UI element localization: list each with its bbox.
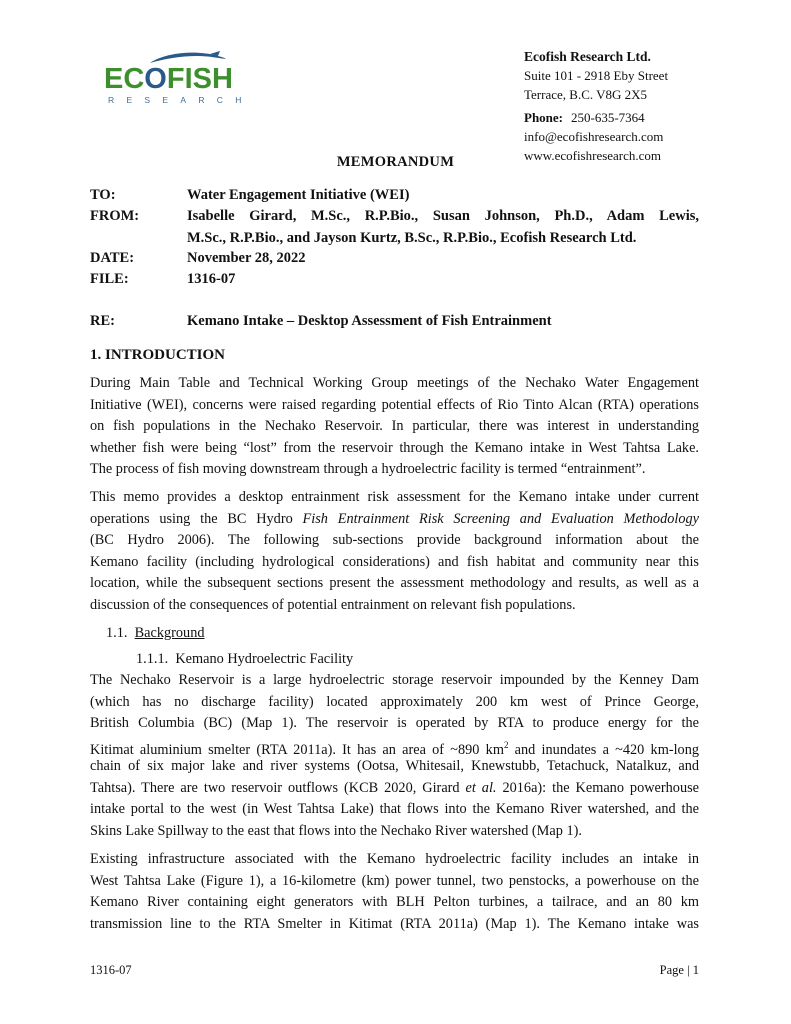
from-line-2: M.Sc., R.P.Bio., and Jayson Kurtz, B.Sc., R.P.Bio., Ecofish Research Ltd. (187, 229, 637, 246)
logo-wordmark: ECOFISH (104, 63, 233, 95)
from-value (187, 206, 699, 249)
text-line: Existing infrastructure associated with the Kemano hydroelectric facility includes an intake in (90, 851, 699, 867)
subsubsection-number: 1.1.1. (136, 651, 169, 667)
file-value: 1316-07 (187, 271, 236, 287)
phone-line (524, 108, 668, 127)
company-name: Ecofish Research Ltd. (524, 49, 651, 64)
text-span: Kitimat aluminium smelter (RTA 2011a). It has an area of ~890 km (90, 741, 504, 758)
to-label: TO: (90, 187, 116, 203)
page-separator: | (687, 963, 690, 977)
memo-title: MEMORANDUM (336, 154, 455, 170)
text-line: intake portal to the west (in West Tahtsa Lake) that flows into the Kemano River watershed, and the (90, 801, 699, 817)
logo-subtitle: RESEARCH (108, 95, 254, 105)
text-line: Skins Lake Spillway to the east that flows into the Nechako River watershed (Map 1). (90, 822, 582, 839)
footer-page-number (600, 963, 699, 978)
text-line (90, 735, 699, 757)
file-label: FILE: (90, 271, 129, 287)
text-line: Kemano facility (including hydrological considerations) and fish habitat and community near this (90, 553, 699, 570)
text-line: location, while the subsequent sections present the assessment methodology and results, as well as a (90, 575, 699, 591)
city-address: Terrace, B.C. V8G 2X5 (524, 87, 648, 102)
subsubsection-title: Kemano Hydroelectric Facility (175, 651, 354, 667)
footer-file-number: 1316-07 (90, 963, 132, 977)
section-heading-introduction: 1. INTRODUCTION (90, 347, 226, 363)
text-span: 2016a): the Kemano powerhouse (496, 779, 700, 796)
phone-number: 250-635-7364 (571, 110, 645, 125)
text-line: The process of fish moving downstream through a hydroelectric facility is termed “entrainment”. (90, 461, 646, 477)
italic-et-al: et al. (465, 779, 497, 796)
subsection-number: 1.1. (106, 625, 128, 641)
text-line: on fish populations in the Nechako Reservoir. In particular, there was interest in understanding (90, 418, 699, 434)
text-line: British Columbia (BC) (Map 1). The reservoir is operated by RTA to produce energy for the (90, 715, 699, 731)
text-line: The Nechako Reservoir is a large hydroelectric storage reservoir impounded by the Kenney Dam (90, 672, 699, 688)
street-address: Suite 101 - 2918 Eby Street (524, 68, 669, 83)
ecofish-logo (104, 50, 254, 110)
text-line: This memo provides a desktop entrainment risk assessment for the Kemano intake under current (90, 489, 699, 505)
text-line: West Tahtsa Lake (Figure 1), a 16-kilometre (km) power tunnel, two penstocks, a powerhouse on the (90, 872, 699, 889)
website-link[interactable]: www.ecofishresearch.com (524, 148, 662, 163)
text-line: chain of six major lake and river systems (Ootsa, Whitesail, Knewstubb, Tetachuck, Natalkuz, and (90, 758, 699, 774)
text-line: Kemano River containing eight generators with BLH Pelton turbines, a tailrace, and an 80 km (90, 894, 699, 910)
to-value: Water Engagement Initiative (WEI) (187, 187, 410, 203)
subsection-heading-background (106, 625, 205, 642)
background-paragraph-1 (90, 670, 699, 842)
email-link[interactable]: info@ecofishresearch.com (524, 129, 664, 144)
text-span: operations using the BC Hydro (90, 510, 303, 527)
from-line-1: Isabelle Girard, M.Sc., R.P.Bio., Susan Johnson, Ph.D., Adam Lewis, (187, 208, 699, 224)
text-span: and inundates a ~420 km-long (508, 741, 699, 758)
superscript: 2 (503, 739, 509, 750)
text-line: whether fish were being “lost” from the reservoir through the Kemano intake in West Tahtsa Lake. (90, 439, 699, 456)
intro-paragraph-1 (90, 373, 699, 481)
text-line: discussion of the consequences of potential entrainment on relevant fish populations. (90, 596, 576, 613)
from-label: FROM: (90, 208, 140, 224)
text-line (90, 509, 699, 531)
re-value: Kemano Intake – Desktop Assessment of Fish Entrainment (187, 313, 552, 329)
text-line: (BC Hydro 2006). The following sub-sections provide background information about the (90, 532, 699, 548)
date-label: DATE: (90, 250, 135, 266)
method-title-italic: Fish Entrainment Risk Screening and Evaluation Methodology (302, 510, 699, 527)
intro-paragraph-2 (90, 487, 699, 616)
company-address-block (524, 47, 668, 165)
page-number: 1 (692, 963, 699, 977)
phone-label: Phone: (524, 110, 563, 125)
text-line (90, 778, 699, 800)
page-label: Page (659, 963, 684, 977)
date-value: November 28, 2022 (187, 250, 306, 266)
subsection-title: Background (134, 625, 205, 641)
text-span: Tahtsa). There are two reservoir outflows (KCB 2020, Girard (90, 779, 466, 796)
text-line: During Main Table and Technical Working Group meetings of the Nechako Water Engagement (90, 375, 699, 391)
text-line: transmission line to the RTA Smelter in Kitimat (RTA 2011a) (Map 1). The Kemano intake was (90, 915, 699, 932)
text-line: Initiative (WEI), concerns were raised regarding potential effects of Rio Tinto Alcan (RTA) operations (90, 396, 699, 413)
subsubsection-heading-kemano (136, 651, 353, 668)
re-label: RE: (90, 313, 115, 329)
background-paragraph-2 (90, 849, 699, 935)
text-line: (which has no discharge facility) located approximately 200 km west of Prince George, (90, 693, 699, 710)
